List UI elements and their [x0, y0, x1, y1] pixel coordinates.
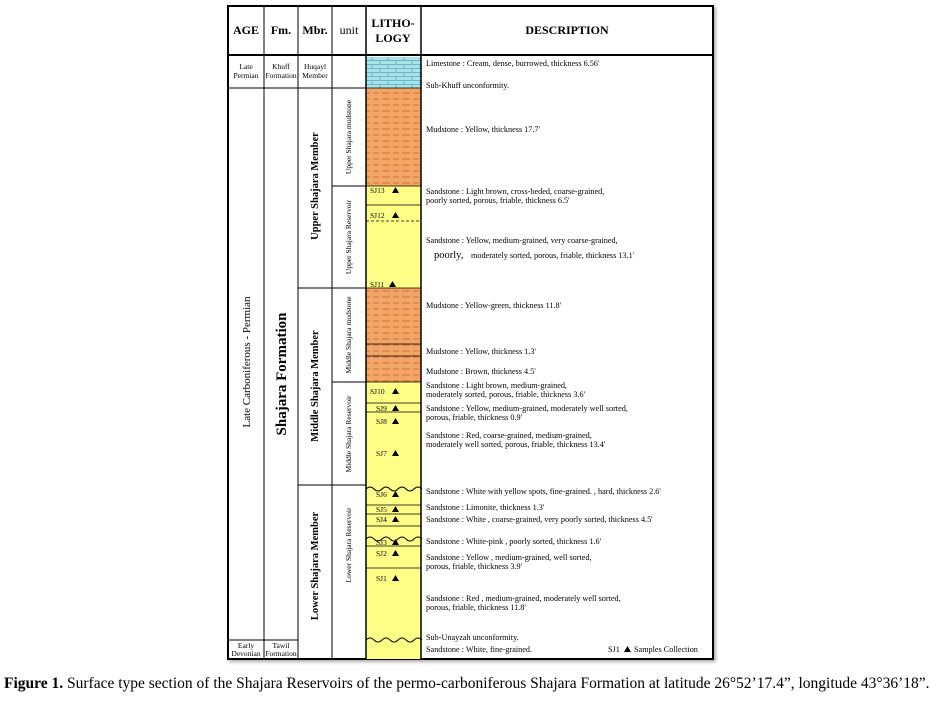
figure-caption	[4, 674, 944, 693]
header-unit: unit	[339, 23, 359, 37]
desc-sandstone-white-coarse: Sandstone : White , coarse-grained, very poorly sorted, thickness 4.5'	[426, 515, 653, 524]
desc-sandstone-limonite: Sandstone : Limonite, thickness 1.3'	[426, 503, 545, 512]
upper-mudstone-layer	[366, 88, 421, 186]
desc-sandstone-red-med-1: Sandstone : Red , medium-grained, moderately well sorted,	[426, 594, 621, 603]
desc-mudstone-brown: Mudstone : Brown, thickness 4.5'	[426, 367, 536, 376]
desc-mudstone-yellow: Mudstone : Yellow, thickness 17.7'	[426, 125, 540, 134]
desc-sandstone-yellow-2a: poorly,	[434, 250, 464, 261]
age-late-permian-1: Late	[239, 62, 253, 71]
mbr-middle: Middle Shajara Member	[310, 330, 321, 442]
desc-sandstone-yellow-1: Sandstone : Yellow, medium-grained, very coarse-grained,	[426, 236, 618, 245]
svg-text:SJ5: SJ5	[376, 505, 387, 514]
fm-khuff-1: Khuff	[272, 62, 290, 71]
desc-sub-khuff: Sub-Khuff unconformity.	[426, 81, 510, 90]
desc-sandstone-red-2: moderately well sorted, porous, friable, thickness 13.4'	[426, 440, 606, 449]
desc-sandstone-white-spots: Sandstone : White with yellow spots, fine-grained. , hard, thickness 2.6'	[426, 487, 661, 496]
svg-text:SJ7: SJ7	[376, 449, 387, 458]
unit-lower-reservoir: Lower Shajara Reservoir	[344, 507, 353, 583]
mbr-upper: Upper Shajara Member	[310, 132, 321, 240]
svg-text:SJ3: SJ3	[376, 538, 387, 547]
age-late-permian-2: Permian	[233, 71, 259, 80]
desc-sandstone-white-pink: Sandstone : White-pink , poorly sorted, thickness 1.6'	[426, 537, 602, 546]
svg-text:SJ9: SJ9	[376, 404, 387, 413]
desc-sandstone-red-med-2: porous, friable, thickness 11.8'	[426, 603, 526, 612]
mbr-lower: Lower Shajara Member	[310, 511, 321, 621]
desc-sandstone-light-brown-2: poorly sorted, porous, friable, thickness 6.5'	[426, 196, 570, 205]
desc-sandstone-yellow-well-2: porous, friable, thickness 3.9'	[426, 562, 523, 571]
fm-khuff-2: Formation	[265, 71, 297, 80]
age-early-devonian-1: Early	[237, 641, 255, 650]
age-early-devonian-2: Devonian	[231, 649, 261, 658]
svg-text:SJ11: SJ11	[370, 280, 385, 289]
unit-middle-mudstone: Middle Shajara mudstone	[344, 296, 353, 374]
limestone-layer	[366, 57, 421, 88]
age-late-carboniferous: Late Carboniferous - Permian	[241, 296, 253, 428]
desc-sandstone-yellow-med-1: Sandstone : Yellow, medium-grained, moderately well sorted,	[426, 404, 628, 413]
desc-sandstone-yellow-2b: moderately sorted, porous, friable, thickness 13.1'	[471, 251, 635, 260]
desc-sandstone-light-brown-med-1: Sandstone : Light brown, medium-grained,	[426, 381, 567, 390]
desc-sandstone-white-fine: Sandstone : White, fine-grained.	[426, 645, 533, 654]
fm-tawil-1: Tawil	[272, 641, 290, 650]
svg-text:SJ13: SJ13	[370, 186, 385, 195]
svg-text:SJ8: SJ8	[376, 417, 387, 426]
mbr-huqayl-1: Huqayl	[303, 62, 327, 71]
svg-text:SJ12: SJ12	[370, 211, 385, 220]
desc-sub-unayzah: Sub-Unayzah unconformity.	[426, 633, 519, 642]
svg-text:SJ2: SJ2	[376, 549, 387, 558]
unit-middle-reservoir: Middle Shajara Reservoir	[344, 395, 353, 473]
legend-sample-text: Samples Collection	[634, 645, 698, 654]
header-fm: Fm.	[270, 23, 292, 37]
header-description: DESCRIPTION	[525, 23, 609, 37]
upper-reservoir-layer	[366, 186, 421, 288]
unit-upper-mudstone: Upper Shajara mudstone	[344, 99, 353, 175]
svg-text:SJ6: SJ6	[376, 490, 387, 499]
legend-sample-label: SJ1	[608, 645, 620, 654]
desc-sandstone-yellow-med-2: porous, friable, thickness 0.9'	[426, 413, 523, 422]
header-mbr: Mbr.	[302, 23, 328, 37]
caption-text: Surface type section of the Shajara Reservoirs of the permo-carboniferous Shajara Formation at latitude 26°52’17.4”, longitude 43°36’18”.	[63, 675, 930, 692]
caption-label: Figure 1.	[4, 675, 64, 692]
header-age: AGE	[232, 23, 260, 37]
middle-mudstone-layer	[366, 288, 421, 382]
header-litho-2: LOGY	[375, 31, 411, 45]
mbr-huqayl-2: Member	[302, 71, 328, 80]
desc-sandstone-light-brown-1: Sandstone : Light brown, cross-beded, coarse-grained,	[426, 187, 605, 196]
fm-shajara: Shajara Formation	[274, 312, 290, 436]
svg-text:SJ4: SJ4	[376, 515, 387, 524]
desc-sandstone-red-1: Sandstone : Red, coarse-grained, medium-grained,	[426, 431, 592, 440]
header-litho-1: LITHO-	[371, 16, 415, 30]
desc-sandstone-yellow-well-1: Sandstone : Yellow , medium-grained, well sorted,	[426, 553, 592, 562]
unit-upper-reservoir: Upper Shajara Reservoir	[344, 199, 353, 275]
svg-text:SJ10: SJ10	[370, 387, 385, 396]
desc-mudstone-yellow-green: Mudstone : Yellow-green, thickness 11.8'	[426, 301, 562, 310]
desc-sandstone-light-brown-med-2: moderately sorted, porous, friable, thickness 3.6'	[426, 390, 586, 399]
fm-tawil-2: Formation	[265, 649, 297, 658]
desc-mudstone-yellow-2: Mudstone : Yellow, thickness 1.3'	[426, 347, 536, 356]
desc-limestone: Limestone : Cream, dense, burrowed, thickness 6.56'	[426, 59, 600, 68]
unit-column	[344, 99, 353, 582]
svg-text:SJ1: SJ1	[376, 574, 387, 583]
